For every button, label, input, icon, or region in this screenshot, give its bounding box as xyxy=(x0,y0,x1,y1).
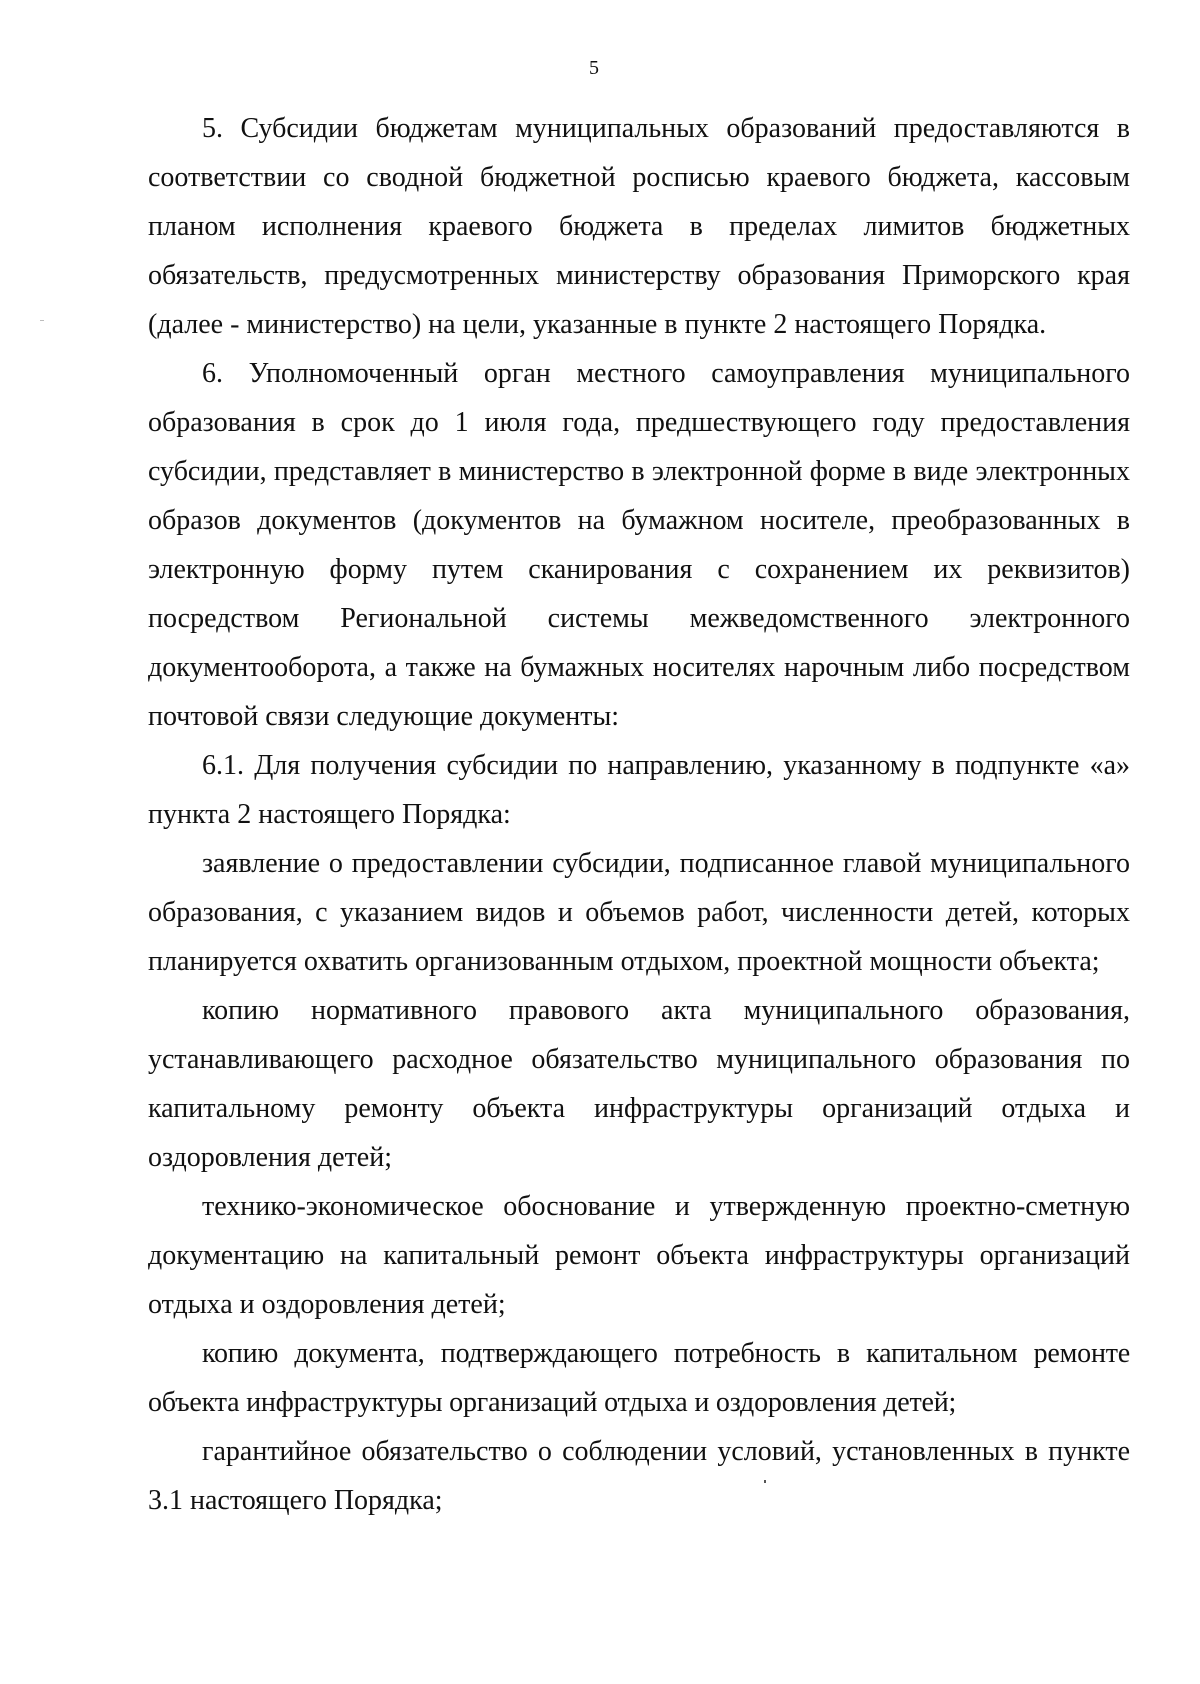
paragraph-6: 6. Уполномоченный орган местного самоуправления муниципального образования в срок до 1 июля года, предшествующего году предоставления субсидии, представляет в министерство в электронной форме в виде электронных образов документов (документов на бумажном носителе, преобразованных в электронную форму путем сканирования с сохранением их реквизитов) посредством Региональной системы межведомственного электронного документооборота, а также на бумажных носителях нарочным либо посредством почтовой связи следующие документы: xyxy=(148,358,1130,732)
document-body xyxy=(148,104,1130,1525)
list-item-guarantee: гарантийное обязательство о соблюдении условий, установленных в пункте 3.1 настоящего Порядка; xyxy=(148,1436,1130,1516)
list-item-application: заявление о предоставлении субсидии, подписанное главой муниципального образования, с указанием видов и объемов работ, численности детей, которых планируется охватить организованным отдыхом, проектной мощности объекта; xyxy=(148,848,1130,977)
list-item-feasibility-study: технико-экономическое обоснование и утвержденную проектно-сметную документацию на капитальный ремонт объекта инфраструктуры организаций отдыха и оздоровления детей; xyxy=(148,1191,1130,1320)
list-item-legal-act-copy: копию нормативного правового акта муниципального образования, устанавливающего расходное обязательство муниципального образования по капитальному ремонту объекта инфраструктуры организаций отдыха и оздоровления детей; xyxy=(148,995,1130,1173)
paragraph-6-1: 6.1. Для получения субсидии по направлению, указанному в подпункте «а» пункта 2 настоящего Порядка: xyxy=(148,750,1130,830)
list-item-need-document: копию документа, подтверждающего потребность в капитальном ремонте объекта инфраструктуры организаций отдыха и оздоровления детей; xyxy=(148,1338,1130,1418)
page-number: 5 xyxy=(589,57,599,79)
paragraph-5: 5. Субсидии бюджетам муниципальных образований предоставляются в соответствии со сводной бюджетной росписью краевого бюджета, кассовым планом исполнения краевого бюджета в пределах лимитов бюджетных обязательств, предусмотренных министерству образования Приморского края (далее - министерство) на цели, указанные в пункте 2 настоящего Порядка. xyxy=(148,113,1130,340)
scan-artifact xyxy=(40,320,44,321)
